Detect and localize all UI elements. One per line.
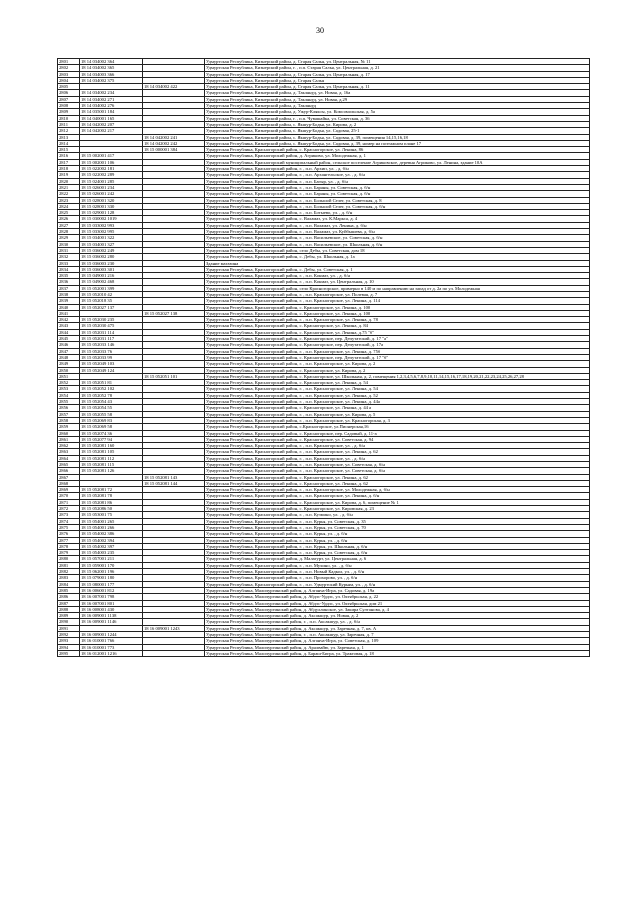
address-cell: Удмуртская Республика, Кизнерский район, д. Таклянуд — [205, 103, 590, 109]
address-cell: Удмуртская Республика, Красногорский район, г. , п.п. Курья, ул. Советская, д. б/н — [205, 550, 590, 556]
building-cadastral-number-cell: 18 16 009001 1138 — [80, 613, 143, 619]
row-number-cell: 2867 — [58, 474, 80, 480]
row-number-cell: 2866 — [58, 468, 80, 474]
row-number-cell: 2829 — [58, 235, 80, 241]
row-number-cell: 2832 — [58, 254, 80, 260]
building-cadastral-number-cell: 18 15 036003 230 — [80, 260, 143, 266]
address-cell: Удмуртская Республика, Малопургинский район, д. Алганча-Игра, ул. Садовая, д. 19а — [205, 587, 590, 593]
row-number-cell: 2892 — [58, 632, 80, 638]
row-number-cell: 2827 — [58, 222, 80, 228]
building-cadastral-number-cell: 18 16 010001 766 — [80, 638, 143, 644]
row-number-cell: 2878 — [58, 543, 80, 549]
address-cell: Удмуртская Республика, Красногорский район, г. , п.п. Кокмаз, ул. , д. б/н — [205, 273, 590, 279]
building-cadastral-number-cell: 18 15 052054 43 — [80, 399, 143, 405]
building-cadastral-number-cell: 18 15 052033 76 — [80, 348, 143, 354]
address-cell: Удмуртская Республика, Красногорский район, село Красногорское, примерно в 140 м по направлению на запад от д. 2а по ул. Молодежная — [205, 285, 590, 291]
building-cadastral-number-cell: 18 15 028001 330 — [80, 203, 143, 209]
row-number-cell: 2836 — [58, 279, 80, 285]
row-number-cell: 2843 — [58, 323, 80, 329]
address-cell: Удмуртская Республика, Красногорский район, г. , п.п. Красногорское, ул. Ленина, д. 78 — [205, 317, 590, 323]
building-cadastral-number-cell: 18 15 062001 196 — [80, 569, 143, 575]
building-cadastral-number-cell: 18 15 049001 216 — [80, 273, 143, 279]
address-cell: Удмуртская Республика, Малопургинский район, г. , п.п. Аксакшур, ул. Заречная, д. 7 — [205, 632, 590, 638]
row-number-cell: 2871 — [58, 499, 80, 505]
row-number-cell: 2862 — [58, 443, 80, 449]
address-cell: Здание магазина — [205, 260, 590, 266]
row-number-cell: 2806 — [58, 90, 80, 96]
row-number-cell: 2884 — [58, 581, 80, 587]
row-number-cell: 2876 — [58, 531, 80, 537]
row-number-cell: 2844 — [58, 329, 80, 335]
address-cell: Удмуртская Республика, Красногорский район, г. , п.п. Красногорское, ул. Ленина, д. 54 — [205, 386, 590, 392]
premises-cadastral-number-cell: 18 15 052051 101 — [143, 373, 205, 379]
building-cadastral-number-cell: 18 15 034001 322 — [80, 235, 143, 241]
building-cadastral-number-cell: 18 14 034002 365 — [80, 65, 143, 71]
building-cadastral-number-cell: 18 15 022002 181 — [80, 166, 143, 172]
address-cell: Удмуртская Республика, Красногорский район, г. , п.п. Курья, ул. Советская, д. 70 — [205, 524, 590, 530]
building-cadastral-number-cell: 18 15 052054 55 — [80, 405, 143, 411]
address-cell: Удмуртская Республика, Красногорский район, с. Красногорское, ул. Ленина, д.75 "б" — [205, 329, 590, 335]
building-cadastral-number-cell: 18 15 054002 397 — [80, 543, 143, 549]
row-number-cell: 2819 — [58, 172, 80, 178]
address-cell: Удмуртская Республика, Красногорский район, с. Красногорское, ул. Советская, д. 94 — [205, 436, 590, 442]
row-number-cell: 2851 — [58, 373, 80, 379]
address-cell: Удмуртская Республика, Красногорский район, г. , п.п. Курья, ул. Школьная, д. б/н — [205, 543, 590, 549]
address-cell: Удмуртская Республика, Малопургинский район, д. Аксакшур, ул. Новая, д. 2 — [205, 613, 590, 619]
building-cadastral-number-cell: 18 15 034001 327 — [80, 241, 143, 247]
building-cadastral-number-cell: 18 15 024001 285 — [80, 178, 143, 184]
row-number-cell: 2855 — [58, 399, 80, 405]
address-cell: Удмуртская Республика, Красногорский район, г. , п.п. Валамаз, ул. Ленина, д. б/н — [205, 222, 590, 228]
page-number: 30 — [316, 26, 324, 35]
row-number-cell: 2822 — [58, 191, 80, 197]
address-cell: Удмуртская Республика, Кизнерский район, г. , п.п. Чувашайка, ул. Советская, д. 36 — [205, 115, 590, 121]
premises-cadastral-number-cell: 18 14 042002 242 — [143, 140, 205, 146]
row-number-cell: 2828 — [58, 229, 80, 235]
row-number-cell: 2888 — [58, 606, 80, 612]
address-cell: Удмуртская Республика, Красногорский район, с. Дебы, ул. Советская, д. 1 — [205, 266, 590, 272]
row-number-cell: 2894 — [58, 644, 80, 650]
address-cell: Удмуртская Республика, Красногорский район, г. , п.п. Большой Селег, ул. Советская, д. б/н — [205, 203, 590, 209]
building-cadastral-number-cell: 18 15 052001 399 — [80, 285, 143, 291]
row-number-cell: 2850 — [58, 367, 80, 373]
row-number-cell: 2813 — [58, 134, 80, 140]
address-cell: Удмуртская Республика, Красногорский район, г. , п.п. Красногорское, ул. Кирова, д. 5 — [205, 411, 590, 417]
address-cell: Удмуртская Республика, Малопургинский район, д. Абдуллинское, ул. Закира Султанова, д. 4 — [205, 606, 590, 612]
address-cell: Удмуртская Республика, Красногорский район, г. , п.п. Бараны, ул. Советская, д. б/н — [205, 184, 590, 190]
row-number-cell: 2873 — [58, 512, 80, 518]
row-number-cell: 2895 — [58, 650, 80, 656]
row-number-cell: 2893 — [58, 638, 80, 644]
building-cadastral-number-cell: 18 16 008001 430 — [80, 606, 143, 612]
row-number-cell: 2817 — [58, 159, 80, 165]
row-number-cell: 2869 — [58, 487, 80, 493]
address-cell: Удмуртская Республика, Красногорский муниципальный район, сельское поселение Агриковское, деревня Агриково, ул. Ленина, здание 10А — [205, 159, 590, 165]
building-cadastral-number-cell: 18 15 052081 105 — [80, 449, 143, 455]
address-cell: Удмуртская Республика, Кизнерский район, д. Таклянуд, ул. Новая, д.29 — [205, 96, 590, 102]
address-cell: Удмуртская Республика, Красногорский район, г. , п.п. Васильевское, ул. Советская, д. б/н — [205, 235, 590, 241]
building-cadastral-number-cell: 18 15 033002 995 — [80, 229, 143, 235]
row-number-cell: 2859 — [58, 424, 80, 430]
building-cadastral-number-cell: 18 14 035001 184 — [80, 109, 143, 115]
address-cell: Удмуртская Республика, Кизнерский район, г. , п.п. Старая Салья, ул. Центральная, д. 21 — [205, 65, 590, 71]
building-cadastral-number-cell: 18 15 057001 211 — [80, 556, 143, 562]
building-cadastral-number-cell: 18 15 052081 126 — [80, 468, 143, 474]
address-cell: Удмуртская Республика, Красногорский район, г. , п.п. Красногорское, ул. Ленина, д. 44а — [205, 399, 590, 405]
address-cell: Удмуртская Республика, Красногорский район, г. , п.п. Красногорское, ул. Красногорская, д. 3 — [205, 417, 590, 423]
building-cadastral-number-cell: 18 15 052051 81 — [80, 380, 143, 386]
premises-cadastral-number-cell: 18 15 052081 143 — [143, 474, 205, 480]
address-cell: Удмуртская Республика, Красногорский район, г. , п.п. Красногорское, ул. , д. б/н — [205, 443, 590, 449]
building-cadastral-number-cell: 18 15 052077 94 — [80, 436, 143, 442]
address-cell: Удмуртская Республика, Красногорский район, с. Красногорское, ул. Ленина, д. 62 — [205, 474, 590, 480]
address-cell: Удмуртская Республика, Красногорский район, г. , п.п. Ботыево, ул. , д. б/н — [205, 210, 590, 216]
building-cadastral-number-cell: 18 14 042002 217 — [80, 128, 143, 134]
row-number-cell: 2826 — [58, 216, 80, 222]
building-cadastral-number-cell: 18 15 079001 180 — [80, 575, 143, 581]
address-cell: Удмуртская Республика, Кизнерский район, д. Старая Салья — [205, 77, 590, 83]
row-number-cell: 2870 — [58, 493, 80, 499]
row-number-cell: 2823 — [58, 197, 80, 203]
row-number-cell: 2858 — [58, 417, 80, 423]
building-cadastral-number-cell: 18 15 036002 249 — [80, 247, 143, 253]
premises-cadastral-number-cell: 18 15 052081 144 — [143, 480, 205, 486]
address-cell: Удмуртская Республика, Красногорский район, с. Красногорское, пер. Депутатский, д. 17 "а" — [205, 336, 590, 342]
address-cell: Удмуртская Республика, Красногорский район, с. Красногорское, ул. Кирова, д. 6, помещение № 1 — [205, 499, 590, 505]
address-cell: Удмуртская Республика, Красногорский район, д. Малагурт, ул. Центральная, д. 6 — [205, 556, 590, 562]
address-cell: Удмуртская Республика, Кизнерский район, с. Якшур-Бодья, ул. Кирова, д. 2 — [205, 121, 590, 127]
row-number-cell: 2803 — [58, 71, 80, 77]
building-cadastral-number-cell: 18 15 054002 386 — [80, 531, 143, 537]
row-number-cell: 2883 — [58, 575, 80, 581]
building-cadastral-number-cell: 18 16 009001 1244 — [80, 632, 143, 638]
row-number-cell: 2861 — [58, 436, 80, 442]
building-cadastral-number-cell: 18 15 054002 394 — [80, 537, 143, 543]
address-cell: Удмуртская Республика, Кизнерский район, с. Якшур-Бодья, ул. Садовая, д. 39, номер на поэтажном плане 17 — [205, 140, 590, 146]
row-number-cell: 2845 — [58, 336, 80, 342]
building-cadastral-number-cell: 18 15 052069 58 — [80, 424, 143, 430]
row-number-cell: 2801 — [58, 59, 80, 65]
building-cadastral-number-cell: 18 14 034002 271 — [80, 96, 143, 102]
address-cell: Удмуртская Республика, Красногорский район, с. Валамаз, ул. К.Маркса, д. 4 — [205, 216, 590, 222]
address-cell: Удмуртская Республика, Красногорский район, с. Красногорское, ул. Кировская, д. 23 — [205, 506, 590, 512]
building-cadastral-number-cell: 18 16 007001 801 — [80, 600, 143, 606]
building-cadastral-number-cell: 18 14 034003 366 — [80, 71, 143, 77]
address-cell: Удмуртская Республика, Красногорский район, г. , п.п. Красногорское, ул. Ленина, д. 75б — [205, 348, 590, 354]
premises-cadastral-number-cell: 18 15 052027 138 — [143, 310, 205, 316]
building-cadastral-number-cell: 18 15 052027 137 — [80, 304, 143, 310]
building-cadastral-number-cell: 18 14 042002 207 — [80, 121, 143, 127]
address-cell: Удмуртская Республика, Красногорский район, с. Красногорское, ул. Ленина, д. 84 — [205, 323, 590, 329]
row-number-cell: 2808 — [58, 103, 80, 109]
building-cadastral-number-cell: 18 15 080001 177 — [80, 581, 143, 587]
address-cell: Удмуртская Республика, Красногорский район, г. , п.п. Красногорское, ул. , д. б/н — [205, 455, 590, 461]
building-cadastral-number-cell: 18 15 028001 320 — [80, 197, 143, 203]
row-number-cell: 2842 — [58, 317, 80, 323]
address-cell: Удмуртская Республика, Красногорский район, г. , п.п. Валамаз, ул. Куйбышева, д. б/н — [205, 229, 590, 235]
row-number-cell: 2889 — [58, 613, 80, 619]
building-cadastral-number-cell: 18 15 052033 99 — [80, 354, 143, 360]
row-number-cell: 2824 — [58, 203, 80, 209]
building-cadastral-number-cell: 18 15 052074 36 — [80, 430, 143, 436]
row-number-cell: 2810 — [58, 115, 80, 121]
row-number-cell: 2820 — [58, 178, 80, 184]
row-number-cell: 2835 — [58, 273, 80, 279]
building-cadastral-number-cell: 18 15 052052 78 — [80, 392, 143, 398]
address-cell: Удмуртская Республика, Красногорский район, г. , п.п. Красногорское, ул. Молодежная, д. б/н — [205, 487, 590, 493]
building-cadastral-number-cell: 18 15 054003 235 — [80, 550, 143, 556]
address-cell: Удмуртская Республика, Красногорский район, с. Красногорское, ул. Ленина, д. 62 — [205, 480, 590, 486]
row-number-cell: 2802 — [58, 65, 80, 71]
building-cadastral-number-cell: 18 14 034002 276 — [80, 103, 143, 109]
row-number-cell: 2874 — [58, 518, 80, 524]
address-cell: Удмуртская Республика, Красногорский район, с. Красногорское, пер. Садовый, д. 11-а — [205, 430, 590, 436]
building-cadastral-number-cell: 18 15 052081 78 — [80, 493, 143, 499]
row-number-cell: 2852 — [58, 380, 80, 386]
address-cell: Удмуртская Республика, Красногорский район, с. Красногорское, пер. Депутатский, д. 17а — [205, 342, 590, 348]
building-cadastral-number-cell: 18 15 036002 280 — [80, 254, 143, 260]
building-cadastral-number-cell: 18 16 007001 798 — [80, 594, 143, 600]
building-cadastral-number-cell: 18 15 052081 112 — [80, 455, 143, 461]
row-number-cell: 2848 — [58, 354, 80, 360]
premises-cadastral-number-cell: 18 15 000001 384 — [143, 147, 205, 153]
address-cell: Удмуртская Республика, Малопургинский район, д. Бараш-Бигра, ул. Трактовая, д. 18 — [205, 650, 590, 656]
cadastral-table — [57, 58, 590, 657]
row-number-cell: 2891 — [58, 625, 80, 631]
building-cadastral-number-cell: 18 15 052052 102 — [80, 386, 143, 392]
address-cell: Удмуртская Республика, Малопургинский район, д. Аксакшур, ул. Заречная, д. 7, кв. А — [205, 625, 590, 631]
address-cell: Удмуртская Республика, Красногорский район, г. , п.п. Мухино, ул. , д. б/н — [205, 562, 590, 568]
building-cadastral-number-cell: 18 15 052031 114 — [80, 329, 143, 335]
row-number-cell: 2812 — [58, 128, 80, 134]
building-cadastral-number-cell: 18 15 029001 128 — [80, 210, 143, 216]
building-cadastral-number-cell: 18 15 049002 468 — [80, 279, 143, 285]
building-cadastral-number-cell: 18 15 030002 1019 — [80, 216, 143, 222]
row-number-cell: 2838 — [58, 291, 80, 297]
address-cell: Удмуртская Республика, Красногорский район, с. Красногорское, ул. Ленина, д. 100 — [205, 304, 590, 310]
row-number-cell: 2863 — [58, 449, 80, 455]
address-cell: Удмуртская Республика, Кизнерский район, д. Старая Салья, ул. Центральная, № 11 — [205, 59, 590, 65]
row-number-cell: 2847 — [58, 348, 80, 354]
building-cadastral-number-cell: 18 15 052033 146 — [80, 342, 143, 348]
address-cell: Удмуртская Республика, Красногорский район, с. Дебы, ул. Школьная, д. 1а — [205, 254, 590, 260]
address-cell: Удмуртская Республика, Красногорский район, г. , п.п. Кокмаз, ул. Центральная, д. 10 — [205, 279, 590, 285]
row-number-cell: 2857 — [58, 411, 80, 417]
address-cell: Удмуртская Республика, Кизнерский район, д. Таклянуд, ул. Новая, д. 16а — [205, 90, 590, 96]
row-number-cell: 2885 — [58, 587, 80, 593]
address-cell: Удмуртская Республика, Красногорский район, г. , п.п. Красногорское, ул. Кирова, д. 2 — [205, 361, 590, 367]
address-cell: Удмуртская Республика, Красногорский район, с. Красногорское, ул. Ленина, д. 44 а — [205, 405, 590, 411]
row-number-cell: 2841 — [58, 310, 80, 316]
address-cell: Удмуртская Республика, Красногорский район, село Дебы, ул. Советская, дом 18 — [205, 247, 590, 253]
address-cell: Удмуртская Республика, Кизнерский район, с. Якшур-Бодья, ул. Садовая, д. 39, помещения 14,15,16,18 — [205, 134, 590, 140]
premises-cadastral-number-cell: 18 14 042002 241 — [143, 134, 205, 140]
row-number-cell: 2872 — [58, 506, 80, 512]
address-cell: Удмуртская Республика, Красногорский район, г. , п.п. Красногорское, ул. Ленина, д. 52 — [205, 392, 590, 398]
address-cell: Удмуртская Республика, Красногорский район, с. Красногорское, ул. Школьная, д. 2, помещения 1,2,3,4,5,6,7,8,9,10,11,14,15,16,17,18,19,20,21,22,23,24,25,26,27,28 — [205, 373, 590, 379]
row-number-cell: 2882 — [58, 569, 80, 575]
row-number-cell: 2860 — [58, 430, 80, 436]
building-cadastral-number-cell: 18 14 034002 375 — [80, 77, 143, 83]
building-cadastral-number-cell: 18 16 009001 1146 — [80, 619, 143, 625]
premises-cadastral-number-cell: 18 14 034002 422 — [143, 84, 205, 90]
row-number-cell: 2814 — [58, 140, 80, 146]
row-number-cell: 2818 — [58, 166, 80, 172]
building-cadastral-number-cell: 18 16 010001 773 — [80, 644, 143, 650]
row-number-cell: 2837 — [58, 285, 80, 291]
building-cadastral-number-cell: 18 16 006001 812 — [80, 587, 143, 593]
row-number-cell: 2815 — [58, 147, 80, 153]
row-number-cell: 2821 — [58, 184, 80, 190]
address-cell: Удмуртская Республика, Малопургинский район, г. , п.п. Аксакшур, ул. , д. б/н — [205, 619, 590, 625]
building-cadastral-number-cell: 18 15 052081 160 — [80, 443, 143, 449]
building-cadastral-number-cell: 18 15 054001 266 — [80, 524, 143, 530]
building-cadastral-number-cell: 18 15 052010 42 — [80, 291, 143, 297]
address-cell: Удмуртская Республика, Красногорский район, с. Красногорское, ул. Ленина, 86 — [205, 147, 590, 153]
row-number-cell: 2839 — [58, 298, 80, 304]
row-number-cell: 2881 — [58, 562, 80, 568]
premises-cadastral-number-cell — [143, 650, 205, 656]
premises-cadastral-number-cell: 18 16 009001 1243 — [143, 625, 205, 631]
address-cell: Удмуртская Республика, Красногорский район, г. , п.п. Архангельское, ул. , д. б/н — [205, 172, 590, 178]
row-number-cell: 2877 — [58, 537, 80, 543]
building-cadastral-number-cell: 18 15 052031 117 — [80, 336, 143, 342]
row-number-cell: 2890 — [58, 619, 80, 625]
row-number-cell: 2811 — [58, 121, 80, 127]
building-cadastral-number-cell: 18 15 052030 235 — [80, 317, 143, 323]
building-cadastral-number-cell: 18 15 022002 289 — [80, 172, 143, 178]
address-cell: Удмуртская Республика, Малопургинский район, д. Алганча-Игра, ул. Советская, д. 109 — [205, 638, 590, 644]
address-cell: Удмуртская Республика, Красногорский район, г. , п.п. Красногорское, ул. Советская, д. б/н — [205, 462, 590, 468]
building-cadastral-number-cell: 18 15 052055 58 — [80, 411, 143, 417]
address-cell: Удмуртская Республика, Красногорский район, г. , п.п. Багыр, ул. , д. б/н — [205, 178, 590, 184]
row-number-cell: 2875 — [58, 524, 80, 530]
building-cadastral-number-cell: 18 14 034002 234 — [80, 90, 143, 96]
building-cadastral-number-cell: 18 15 053001 75 — [80, 512, 143, 518]
address-cell: Удмуртская Республика, Красногорский район, г. , п.п. Красногорское, ул. Ленина, д. 114 — [205, 298, 590, 304]
address-cell: Удмуртская Республика, Кизнерский район, д. Старая Салья, ул. Центральная, д. 17 — [205, 71, 590, 77]
building-cadastral-number-cell: 18 15 026001 234 — [80, 184, 143, 190]
row-number-cell: 2804 — [58, 77, 80, 83]
address-cell: Удмуртская Республика, Красногорский район, г. , п.п. Васильевское, ул. Школьная, д. б/н — [205, 241, 590, 247]
address-cell: Удмуртская Республика, Красногорский район, г. , п.п. Большой Селег, ул. Советская, д. 8 — [205, 197, 590, 203]
row-number-cell: 2846 — [58, 342, 80, 348]
row-number-cell: 2879 — [58, 550, 80, 556]
row-number-cell: 2833 — [58, 260, 80, 266]
building-cadastral-number-cell: 18 15 033002 993 — [80, 222, 143, 228]
building-cadastral-number-cell: 18 15 052030 475 — [80, 323, 143, 329]
address-cell: Удмуртская Республика, Красногорский район, г. , п.п. Красногорское, ул. Ленина, д. б/н — [205, 493, 590, 499]
address-cell: Удмуртская Республика, Красногорский район, г. , п.п. Курья, ул. Советская, д. 35 — [205, 518, 590, 524]
row-number-cell: 2856 — [58, 405, 80, 411]
address-cell: Удмуртская Республика, Красногорский район, д. Агриково, ул. Молодежная, д. 1 — [205, 153, 590, 159]
address-cell: Удмуртская Республика, Красногорский район, г. , п.п. Прохорово, ул. , д. б/н — [205, 575, 590, 581]
row-number-cell: 2880 — [58, 556, 80, 562]
row-number-cell: 2805 — [58, 84, 80, 90]
building-cadastral-number-cell: 18 16 012001 1216 — [80, 650, 143, 656]
row-number-cell: 2831 — [58, 247, 80, 253]
address-cell: Удмуртская Республика, Красногорский район, г. , п.п. Красногорское, ул. Полевая, д. 7 — [205, 291, 590, 297]
address-cell: Удмуртская Республика, Красногорский район, г. , п.п. Удмуртский Курьям, ул. , д. б/н — [205, 581, 590, 587]
row-number-cell: 2807 — [58, 96, 80, 102]
building-cadastral-number-cell: 18 15 052081 86 — [80, 499, 143, 505]
building-cadastral-number-cell: 18 15 059001 170 — [80, 562, 143, 568]
row-number-cell: 2854 — [58, 392, 80, 398]
row-number-cell: 2886 — [58, 594, 80, 600]
address-cell: Удмуртская Республика, Красногорский район, г. , п.п. Красногорское, ул. Ленина, д. 62 — [205, 449, 590, 455]
building-cadastral-number-cell: 18 15 052081 115 — [80, 462, 143, 468]
table-row — [58, 650, 590, 656]
address-cell: Удмуртская Республика, Красногорский район, г. , п.п. Архип, ул. , д. б/н — [205, 166, 590, 172]
building-cadastral-number-cell: 18 14 034002 364 — [80, 59, 143, 65]
row-number-cell: 2830 — [58, 241, 80, 247]
building-cadastral-number-cell: 18 15 052049 124 — [80, 367, 143, 373]
address-cell: Удмуртская Республика, Малопургинский район, д. Аралвайю, ул. Заречная, д. 1 — [205, 644, 590, 650]
row-number-cell: 2887 — [58, 600, 80, 606]
row-number-cell: 2840 — [58, 304, 80, 310]
address-cell: Удмуртская Республика, Красногорский район, г. , п.п. Бараны, ул. Советская, д. б/н — [205, 191, 590, 197]
address-cell: Удмуртская Республика, Красногорский район, г. , п.п. Кузмино, ул. , д. б/н — [205, 512, 590, 518]
address-cell: Удмуртская Республика, Красногорский район, с.Красногорское, ул.Пионерская,16 — [205, 424, 590, 430]
address-cell: Удмуртская Республика, Кизнерский район, д. Ужур-Кляксы, ул. Комсомольская, д. 5а — [205, 109, 590, 115]
row-number-cell: 2864 — [58, 455, 80, 461]
row-number-cell: 2868 — [58, 480, 80, 486]
building-cadastral-number-cell: 18 15 002001 417 — [80, 153, 143, 159]
address-cell: Удмуртская Республика, Красногорский район, г. , п.п. Курья, ул. , д. б/н — [205, 537, 590, 543]
building-cadastral-number-cell: 18 15 052069 83 — [80, 417, 143, 423]
building-cadastral-number-cell: 18 15 054001 265 — [80, 518, 143, 524]
address-cell: Удмуртская Республика, Малопургинский район, д. Абдэс-Урдэс, ул. Октябрьская, д. 22 — [205, 594, 590, 600]
address-cell: Удмуртская Республика, Красногорский район, с. Красногорское, пер. Депутатский, д. 17 "б" — [205, 354, 590, 360]
address-cell: Удмуртская Республика, Кизнерский район, д. Старая Салья, ул. Центральная, д. 11 — [205, 84, 590, 90]
building-cadastral-number-cell: 18 15 036003 301 — [80, 266, 143, 272]
row-number-cell: 2825 — [58, 210, 80, 216]
building-cadastral-number-cell: 18 14 040001 165 — [80, 115, 143, 121]
address-cell: Удмуртская Республика, Красногорский район, г. , п.п. Новый Кадкол, ул. , д. б/н — [205, 569, 590, 575]
building-cadastral-number-cell: 18 15 026001 242 — [80, 191, 143, 197]
address-cell: Удмуртская Республика, Красногорский район, с. Красногорское, ул. Ленина, д. 54 — [205, 380, 590, 386]
building-cadastral-number-cell: 18 15 052049 103 — [80, 361, 143, 367]
row-number-cell: 2834 — [58, 266, 80, 272]
address-cell: Удмуртская Республика, Малопургинский район, д. Абдэс-Урдэс, ул. Октябрьская, дом 21 — [205, 600, 590, 606]
row-number-cell: 2853 — [58, 386, 80, 392]
address-cell: Удмуртская Республика, Красногорский район, г. , п.п. Красногорское, ул. Советская, д. б/н — [205, 468, 590, 474]
address-cell: Удмуртская Республика, Красногорский район, г. , п.п. Курья, ул. , д. б/н — [205, 531, 590, 537]
building-cadastral-number-cell: 18 15 052018 35 — [80, 298, 143, 304]
row-number-cell: 2816 — [58, 153, 80, 159]
address-cell: Удмуртская Республика, Красногорский район, с. Красногорское, ул. Ленина, д. 100 — [205, 310, 590, 316]
building-cadastral-number-cell: 18 15 052086 50 — [80, 506, 143, 512]
building-cadastral-number-cell: 18 15 052081 72 — [80, 487, 143, 493]
row-number-cell: 2865 — [58, 462, 80, 468]
address-cell: Удмуртская Республика, Кизнерский район, с. Якшур-Бодья, ул. Садовая, 25-1 — [205, 128, 590, 134]
row-number-cell: 2849 — [58, 361, 80, 367]
row-number-cell: 2809 — [58, 109, 80, 115]
address-cell: Удмуртская Республика, Красногорский район, с. Красногорское, ул. Кирова, д. 2 — [205, 367, 590, 373]
building-cadastral-number-cell: 18 15 002001 106 — [80, 159, 143, 165]
